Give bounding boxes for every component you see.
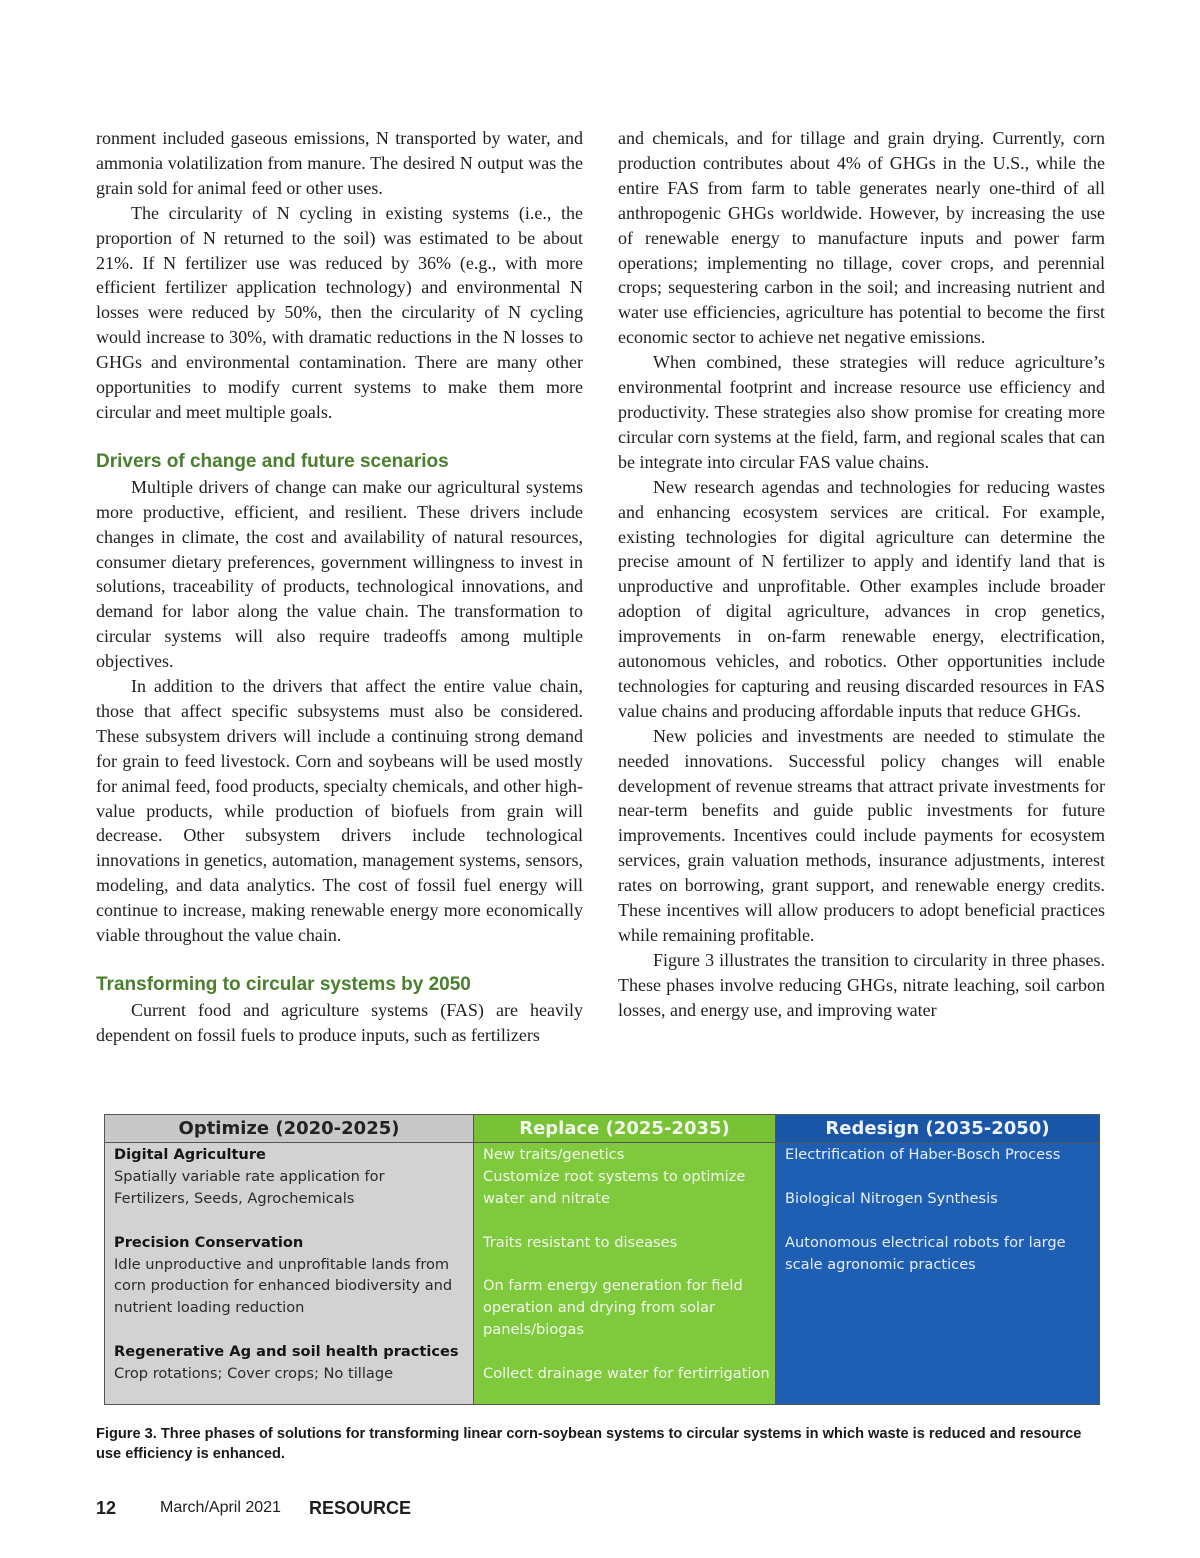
figure-item-title: Digital Agriculture — [114, 1146, 266, 1163]
replace-phase-items — [474, 1143, 775, 1385]
body-paragraph: Current food and agriculture systems (FAS) are heavily dependent on fossil fuels to produce inputs, such as fertilizers — [96, 999, 583, 1045]
optimize-phase-items — [105, 1143, 473, 1385]
figure-item-text: Customize root systems to optimize — [483, 1167, 746, 1185]
figure-item-text — [483, 1210, 767, 1232]
figure-item-text: Electrification of Haber-Bosch Process — [785, 1146, 1061, 1163]
redesign-phase-column — [776, 1115, 1099, 1404]
figure-item-text: Fertilizers, Seeds, Agrochemicals — [114, 1189, 355, 1207]
body-paragraph: In addition to the drivers that affect the entire value chain, those that affect specific subsystems must also be considered. These subsystem drivers will include a continuing strong demand for grain to feed livestock. Corn and soybeans will be used mostly for animal feed, food products, specialty chemicals, and other high-value products, while production of biofuels from grain will decrease. Other subsystem drivers include technological innovations in genetics, automation, management systems, sensors, modeling, and data analytics. The cost of fossil fuel energy will continue to increase, making renewable energy more economically viable throughout the value chain. — [96, 676, 583, 946]
figure-item-text: corn production for enhanced biodiversity and — [114, 1277, 453, 1295]
figure-item-text — [785, 1210, 1091, 1232]
replace-phase-header: Replace (2025-2035) — [474, 1115, 775, 1143]
page-number: 12 — [96, 1498, 117, 1518]
figure-item-text: scale agronomic practices — [785, 1255, 976, 1273]
left-column — [96, 126, 583, 1048]
figure-item-text: nutrient loading reduction — [114, 1299, 305, 1317]
figure-item-text: Spatially variable rate application for — [114, 1167, 385, 1185]
body-paragraph: New policies and investments are needed to stimulate the needed innovations. Successful policy changes will enable development of revenue streams that attract private investments for near-term benefits and guide public investments for future improvements. Incentives could include payments for ecosystem services, grain valuation methods, insurance adjustments, interest rates on borrowing, grant support, and renewable energy credits. These incentives will allow producers to adopt beneficial practices while remaining profitable. — [618, 725, 1105, 945]
figure-item-text: operation and drying from solar — [483, 1299, 716, 1317]
section-heading: Transforming to circular systems by 2050 — [96, 974, 471, 995]
figure-caption: Figure 3. Three phases of solutions for transforming linear corn-soybean systems to circular systems in which waste is reduced and resource use efficiency is enhanced. — [96, 1426, 1082, 1462]
right-column — [618, 126, 1105, 1023]
body-paragraph: When combined, these strategies will reduce agriculture’s environmental footprint and increase resource use efficiency and productivity. These strategies also show promise for creating more circular corn systems at the field, farm, and regional scales that can be integrate into circular FAS value chains. — [618, 352, 1105, 472]
figure-item-text — [785, 1166, 1091, 1188]
figure-item-text: Collect drainage water for fertirrigation — [483, 1365, 770, 1383]
figure-item-text — [114, 1319, 465, 1341]
redesign-phase-items — [776, 1143, 1099, 1275]
figure-item-text: panels/biogas — [483, 1321, 585, 1339]
optimize-phase-column — [105, 1115, 474, 1404]
paragraph-spacer — [96, 425, 583, 450]
figure-item-text: On farm energy generation for field — [483, 1277, 743, 1295]
section-heading: Drivers of change and future scenarios — [96, 450, 449, 472]
body-paragraph: Multiple drivers of change can make our agricultural systems more productive, efficient, and resilient. These drivers include changes in climate, the cost and availability of natural resources, consumer dietary preferences, government willingness to invest in solutions, traceability of products, technological innovations, and demand for labor along the value chain. The transformation to circular systems will also require tradeoffs among multiple objectives. — [96, 476, 583, 672]
issue-date: March/April 2021 — [160, 1499, 281, 1516]
figure-item-text: Idle unproductive and unprofitable lands from — [114, 1255, 450, 1273]
figure-item-text: Traits resistant to diseases — [483, 1233, 678, 1251]
body-paragraph: ronment included gaseous emissions, N transported by water, and ammonia volatilization from manure. The desired N output was the grain sold for animal feed or other uses. — [96, 128, 583, 198]
body-paragraph: The circularity of N cycling in existing systems (i.e., the proportion of N returned to the soil) was estimated to be about 21%. If N fertilizer use was reduced by 36% (e.g., with more efficient fertilizer application technology) and environmental N losses were reduced by 50%, then the circularity of N cycling would increase to 30%, with dramatic reductions in the N losses to GHGs and environmental contamination. There are many other opportunities to modify current systems to make them more circular and meet multiple goals. — [96, 202, 583, 422]
body-paragraph: Figure 3 illustrates the transition to circularity in three phases. These phases involve reducing GHGs, nitrate leaching, soil carbon losses, and energy use, and improving water — [618, 949, 1105, 1020]
figure-item-text: Autonomous electrical robots for large — [785, 1233, 1066, 1251]
figure-item-text — [483, 1254, 767, 1276]
figure-item-text: water and nitrate — [483, 1189, 610, 1207]
body-paragraph: New research agendas and technologies for reducing wastes and enhancing ecosystem services are critical. For example, existing technologies for digital agriculture can determine the precise amount of N fertilizer to apply and identify land that is unproductive and unprofitable. Other examples include broader adoption of digital agriculture, advances in crop genetics, improvements in on-farm renewable energy, electrification, autonomous vehicles, and robotics. Other opportunities include technologies for capturing and reusing discarded resources in FAS value chains and producing affordable inputs that reduce GHGs. — [618, 476, 1105, 721]
figure-item-text — [483, 1341, 767, 1363]
body-paragraph: and chemicals, and for tillage and grain drying. Currently, corn production contributes about 4% of GHGs in the U.S., while the entire FAS from farm to table generates nearly one-third of all anthropogenic GHGs worldwide. However, by increasing the use of renewable energy to manufacture inputs and power farm operations; implementing no tillage, cover crops, and perennial crops; sequestering carbon in the soil; and increasing nutrient and water use efficiencies, agriculture has potential to become the first economic sector to achieve net negative emissions. — [618, 128, 1105, 348]
redesign-phase-header: Redesign (2035-2050) — [776, 1115, 1099, 1143]
magazine-name: RESOURCE — [309, 1498, 412, 1518]
figure-item-text — [114, 1210, 465, 1232]
figure-item-text: Crop rotations; Cover crops; No tillage — [114, 1365, 394, 1383]
replace-phase-column — [474, 1115, 776, 1404]
paragraph-spacer — [96, 948, 583, 973]
figure-item-title: Regenerative Ag and soil health practices — [114, 1343, 459, 1361]
optimize-phase-header: Optimize (2020-2025) — [105, 1115, 473, 1143]
figure-item-title: Precision Conservation — [114, 1233, 304, 1251]
figure-item-text: Biological Nitrogen Synthesis — [785, 1189, 998, 1207]
figure-item-text: New traits/genetics — [483, 1146, 625, 1163]
figure-3-table — [104, 1114, 1100, 1405]
